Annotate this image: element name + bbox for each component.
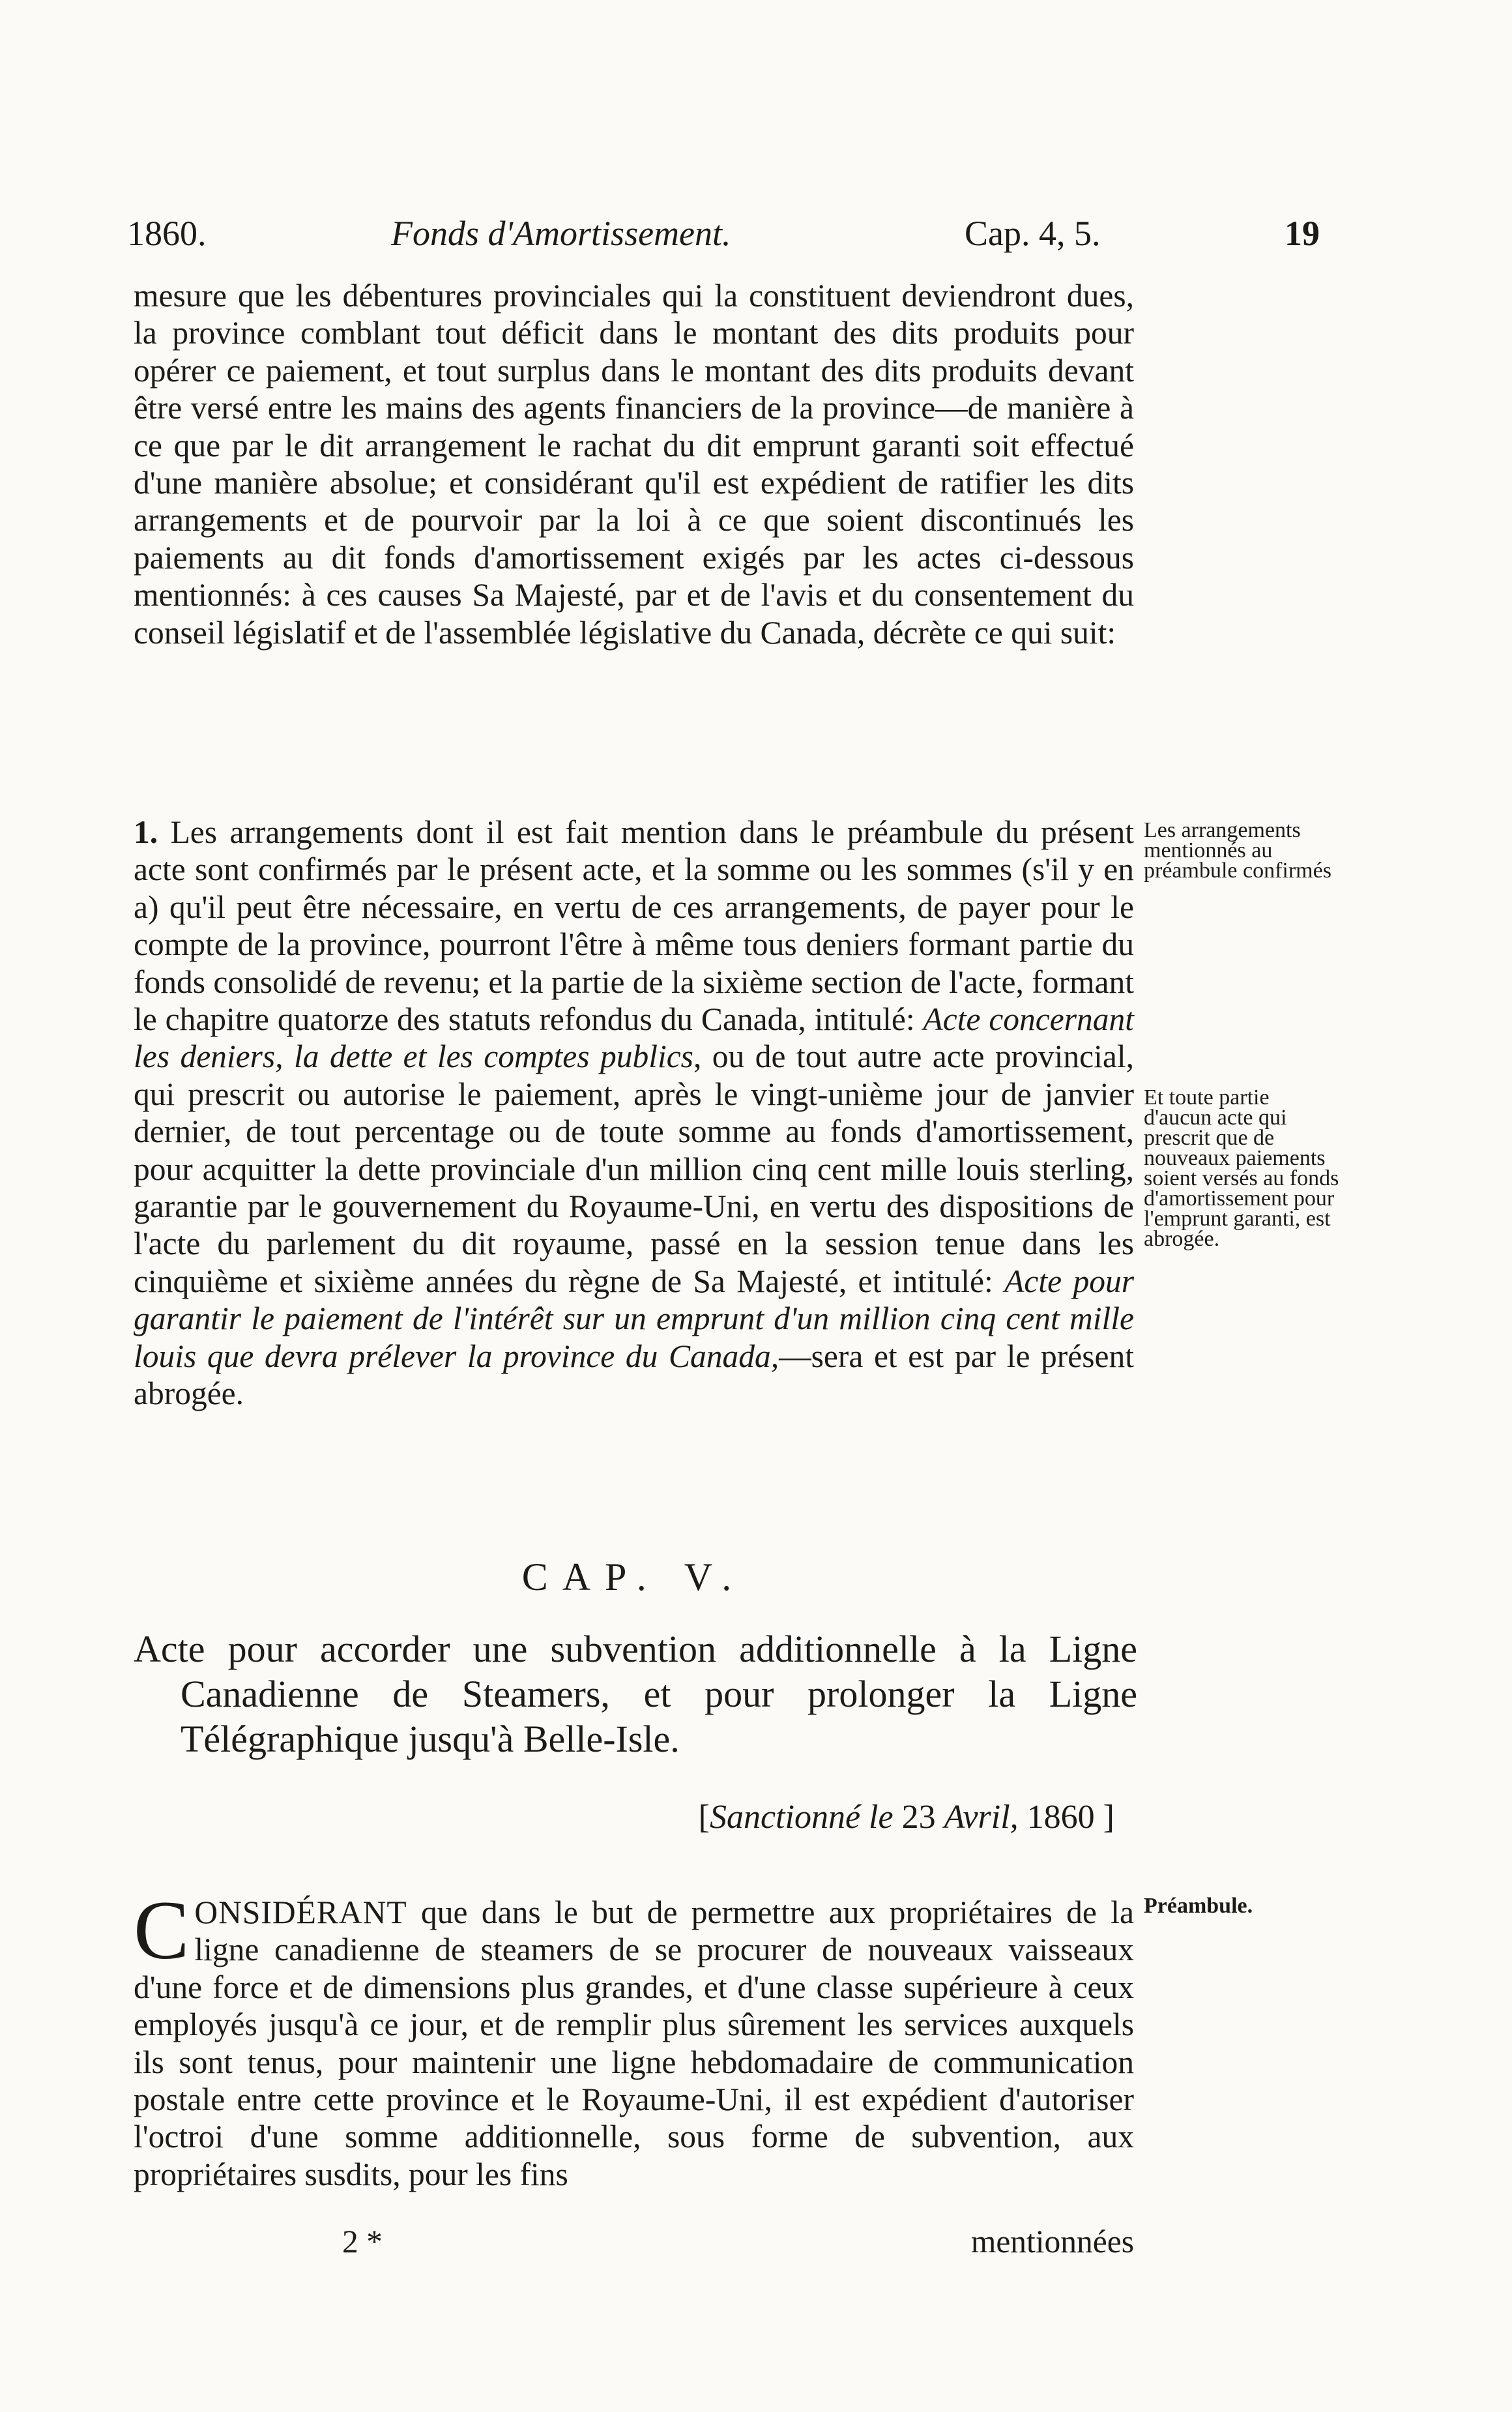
sanction-year: 1860 ] [1018,1799,1114,1836]
act-title-text: Acte pour accorder une subvention additionnelle à la Ligne Canadienne de Steamers, et pour prolonger la Ligne Télégraphique jusqu'à Belle-Isle. [134,1628,1137,1760]
sanction-date [134,1798,1137,1836]
act-title [134,1626,1137,1761]
section-1-italic-a: Acte concernant les deniers, la dette et les comptes publics [134,1001,1134,1075]
header-year: 1860. [127,214,207,253]
section-1-text-b: , ou de tout autre acte provincial, qui prescrit ou autorise le paiement, après le vingt-unième jour de janvier dernier, de tout percentage ou de toute somme au fonds d'amortissement, pour acquitter la dette provinciale d'un million cinq cent mille louis sterling, garantie par le gouvernement du Royaume-Uni, en vertu des dispositions de l'acte du parlement du dit royaume, passé en la session tenue dans les cinquième et sixième années du règne de Sa Majesté, et intitulé: [134,1038,1134,1299]
section-1-text [134,814,1134,1413]
page-number: 19 [1285,214,1320,253]
preamble-paragraph [134,1884,1134,2193]
running-header [127,207,1320,259]
signature-mark: 2 * [342,2224,383,2259]
section-number: 1. [134,814,158,850]
chapter-heading: CAP. V. [521,1555,746,1598]
sanction-italic: Sanctionné le [709,1799,894,1836]
sanction-day: 23 [893,1799,944,1836]
margin-note-repeal [1144,1087,1339,1249]
margin-note-arrangements [1144,820,1339,881]
preamble-text [134,1884,1134,2193]
header-title: Fonds d'Amortissement. [391,214,731,253]
page-footer [134,2223,1134,2262]
drop-cap: C [134,1884,190,1977]
margin-note-preamble [1144,1896,1339,1916]
preamble-first-word: ONSIDÉRANT [194,1894,407,1930]
header-chapter: Cap. 4, 5. [965,214,1101,253]
margin-note-2-text: Et toute partie d'aucun acte qui prescrit que de nouveaux paiements soient versés au fonds d'amortissement pour l'emprunt garanti, est abrogée. [1144,1085,1339,1251]
section-1-text-c: —sera et est par le présent abrogée. [134,1338,1134,1412]
margin-note-3-text: Préambule. [1144,1894,1253,1918]
section-1-italic-b: Acte pour garantir le paiement de l'intérêt sur un emprunt d'un million cinq cent mille louis que devra prélever la province du Canada, [134,1263,1134,1374]
intro-text: mesure que les débentures provinciales qui la constituent deviendront dues, la province comblant tout déficit dans le montant des dits produits pour opérer ce paiement, et tout surplus dans le montant des dits produits devant être versé entre les mains des agents financiers de la province—de manière à ce que par le dit arrangement le rachat du dit emprunt garanti soit effectué d'une manière absolue; et considérant qu'il est expédient de ratifier les dits arrangements et de pourvoir par la loi à ce que soient discontinués les paiements au dit fonds d'amortissement exigés par les actes ci-dessous mentionnés: à ces causes Sa Majesté, par et de l'avis et du consentement du conseil législatif et de l'assemblée législative du Canada, décrète ce qui suit: [134,278,1134,651]
intro-paragraph [134,277,1134,651]
sanction-open: [ [698,1799,710,1836]
catchword: mentionnées [970,2224,1134,2259]
margin-note-1-text: Les arrangements mentionnés au préambule confirmés [1144,818,1331,883]
section-1-text-a: Les arrangements dont il est fait mention dans le préambule du présent acte sont confirmés par le présent acte, et la somme ou les sommes (s'il y en a) qu'il peut être nécessaire, en vertu de ces arrangements, de payer pour le compte de la province, pourront l'être à même tous deniers formant partie du fonds consolidé de revenu; et la partie de la sixième section de l'acte, formant le chapitre quatorze des statuts refondus du Canada, intitulé: [134,814,1134,1038]
preamble-body: que dans le but de permettre aux propriétaires de la ligne canadienne de steamers de se procurer de nouveaux vaisseaux d'une force et de dimensions plus grandes, et d'une classe supérieure à ceux employés jusqu'à ce jour, et de remplir plus sûrement les services auxquels ils sont tenus, pour maintenir une ligne hebdomadaire de communication postale entre cette province et le Royaume-Uni, il est expédient d'autoriser l'octroi d'une somme additionnelle, sous forme de subvention, aux propriétaires susdits, pour les fins [134,1894,1134,2192]
sanction-month: Avril, [944,1799,1019,1836]
section-1 [134,814,1134,1413]
